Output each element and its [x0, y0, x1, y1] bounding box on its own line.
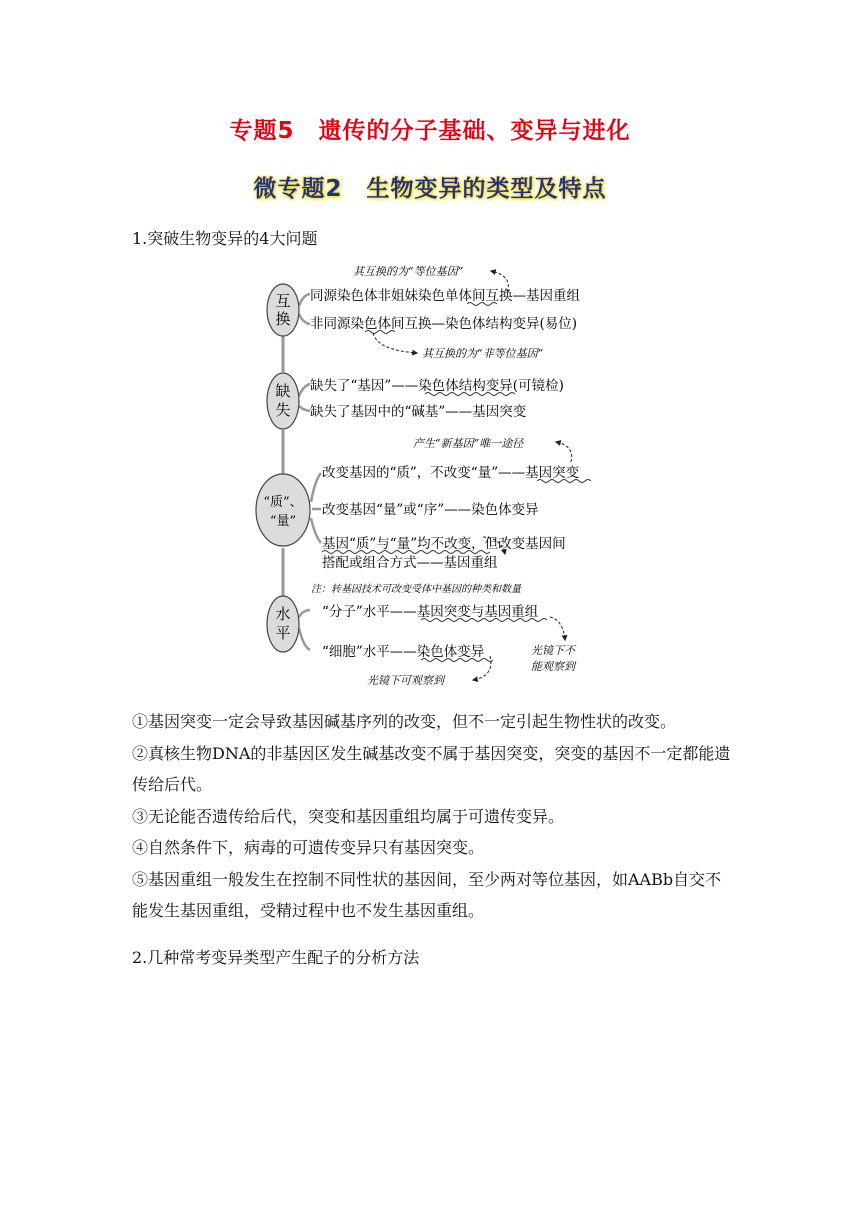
- line-loss-1: 缺失了“基因”——染色体结构变异(可镜检): [310, 378, 564, 394]
- point-3: ③无论能否遗传给后代，突变和基因重组均属于可遗传变异。: [132, 806, 565, 826]
- section-heading-1: 1.突破生物变异的4大问题: [132, 229, 318, 248]
- node-loss-label: 失: [275, 401, 291, 419]
- line-qual-2: 改变基因“量”或“序”——染色体变异: [322, 502, 539, 518]
- branch-curve: [299, 628, 310, 650]
- line-level-2: “细胞”水平——染色体变异: [322, 644, 485, 660]
- note-transgenic: 注：转基因技术可改变受体中基因的种类和数量: [311, 584, 521, 595]
- node-loss-label: 缺: [275, 382, 291, 400]
- key-points: [132, 706, 732, 927]
- line-loss-2: 缺失了基因中的“碱基”——基因突变: [310, 404, 527, 420]
- branch-curve: [299, 610, 310, 617]
- branch-curve: [311, 473, 321, 502]
- point-1: ①基因突变一定会导致基因碱基序列的改变，但不一定引起生物性状的改变。: [132, 712, 677, 731]
- line-qual-1: 改变基因的“质”，不改变“量”——基因突变: [322, 465, 580, 481]
- point-4: ④自然条件下，病毒的可遗传变异只有基因突变。: [132, 838, 485, 857]
- node-level-label: 平: [275, 624, 291, 642]
- page-subtitle: 微专题2 生物变异的类型及特点: [253, 176, 607, 202]
- branch-curve: [299, 314, 310, 324]
- note-nonallele: 其互换的为“非等位基因”: [422, 347, 544, 360]
- note-not-visible: 能观察到: [531, 660, 575, 673]
- line-level-1: “分子”水平——基因突变与基因重组: [322, 604, 539, 620]
- note-new-gene: 产生“新基因”唯一途径: [413, 437, 524, 450]
- branch-curve: [299, 294, 310, 306]
- node-level-label: 水: [275, 605, 291, 623]
- branch-curve: [299, 384, 310, 396]
- note-visible: 光镜下可观察到: [367, 674, 444, 687]
- wavy-underline: [365, 331, 395, 334]
- page-title: 专题5 遗传的分子基础、变异与进化: [229, 118, 631, 144]
- dashed-arrow: [550, 617, 565, 640]
- note-allele: 其互换的为“等位基因”: [353, 265, 464, 278]
- line-qual-3b: 搭配或组合方式——基因重组: [322, 555, 498, 571]
- note-not-visible: 光镜下不: [531, 644, 575, 657]
- dashed-arrow: [556, 442, 572, 462]
- node-swap-label: 互: [275, 292, 291, 310]
- branch-curve: [311, 518, 321, 543]
- node-qual-label: “量”: [269, 514, 297, 529]
- variation-diagram: [255, 262, 615, 692]
- line-qual-3a: 基因“质”与“量”均不改变，但改变基因间: [322, 536, 566, 552]
- point-2: ②真核生物DNA的非基因区发生碱基改变不属于基因突变，突变的基因不一定都能遗传给后代。: [132, 743, 731, 794]
- wavy-underline: [467, 303, 497, 306]
- line-swap-1: 同源染色体非姐妹染色单体间互换—基因重组: [310, 288, 580, 304]
- node-qual-label: “质”、: [263, 495, 303, 510]
- dashed-arrow: [373, 333, 417, 353]
- branch-curve: [299, 406, 310, 411]
- section-heading-2: 2.几种常考变异类型产生配子的分析方法: [132, 948, 420, 967]
- node-qual: [256, 474, 310, 546]
- node-swap-label: 换: [275, 310, 291, 328]
- point-5: ⑤基因重组一般发生在控制不同性状的基因间，至少两对等位基因，如AABb自交不能发生基因重组，受精过程中也不发生基因重组。: [132, 869, 722, 920]
- line-swap-2: 非同源染色体间互换—染色体结构变异(易位): [310, 316, 578, 332]
